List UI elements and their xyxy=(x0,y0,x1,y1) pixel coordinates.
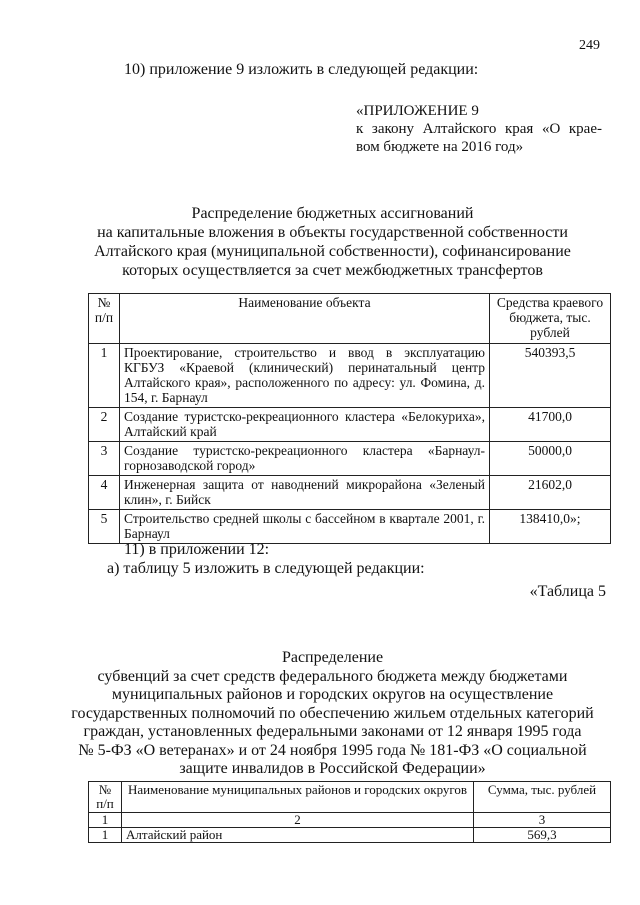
table-row xyxy=(89,828,611,843)
capital-investments-table xyxy=(88,293,611,544)
budget-amount: 50000,0 xyxy=(490,442,611,476)
table2-title-line: защите инвалидов в Российской Федерации» xyxy=(179,760,486,777)
table-header-row xyxy=(89,294,611,344)
object-name: Создание туристско-рекреационного кластера «Белокуриха», Алтайский край xyxy=(120,408,490,442)
row-number: 4 xyxy=(89,476,120,510)
table2-title-line: государственных полномочий по обеспечению жильем отдельных категорий xyxy=(71,704,594,722)
table-header-row xyxy=(89,782,611,813)
table1-title-line: Алтайского края (муниципальной собственности), софинансирование xyxy=(94,243,571,260)
table-row xyxy=(89,510,611,544)
table1-title-line: которых осуществляется за счет межбюджетных трансфертов xyxy=(122,262,543,279)
col-header-number: № п/п xyxy=(89,294,120,344)
row-number: 5 xyxy=(89,510,120,544)
col-header-number: № п/п xyxy=(89,782,122,813)
table-row xyxy=(89,476,611,510)
column-number-row xyxy=(89,813,611,828)
table1-title-line: на капитальные вложения в объекты государственной собственности xyxy=(97,224,568,241)
item-11-text: 11) в приложении 12: xyxy=(124,541,270,558)
appendix-line-1: «ПРИЛОЖЕНИЕ 9 xyxy=(356,103,479,119)
item-11a-text: а) таблицу 5 изложить в следующей редакции: xyxy=(107,560,425,577)
subventions-table xyxy=(88,781,611,843)
district-name: Алтайский район xyxy=(122,828,474,843)
budget-amount: 138410,0»; xyxy=(490,510,611,544)
table2-title xyxy=(70,649,595,779)
table2-title-line: муниципальных районов и городских округов на осуществление xyxy=(111,686,554,703)
appendix-heading xyxy=(356,102,602,156)
table2-title-line: № 5-ФЗ «О ветеранах» и от 24 ноября 1995 года № 181-ФЗ «О социальной xyxy=(78,741,587,759)
col-header-budget-funds: Средства краевого бюджета, тыс. рублей xyxy=(490,294,611,344)
row-number: 2 xyxy=(89,408,120,442)
budget-amount: 540393,5 xyxy=(490,344,611,408)
object-name: Создание туристско-рекреационного кластера «Барнаул-горнозаводской город» xyxy=(120,442,490,476)
table-5-label: «Таблица 5 xyxy=(529,583,606,600)
col-header-amount: Сумма, тыс. рублей xyxy=(474,782,611,813)
col-header-district-name: Наименование муниципальных районов и городских округов xyxy=(122,782,474,813)
page-number: 249 xyxy=(579,38,600,53)
table1-title xyxy=(70,204,595,280)
appendix-line-2: к закону Алтайского края «О крае- xyxy=(356,121,602,137)
appendix-line-3: вом бюджете на 2016 год» xyxy=(356,139,524,155)
budget-amount: 21602,0 xyxy=(490,476,611,510)
row-number: 3 xyxy=(89,442,120,476)
row-number: 1 xyxy=(89,828,122,843)
object-name: Строительство средней школы с бассейном в квартале 2001, г. Барнаул xyxy=(120,510,490,544)
row-number: 1 xyxy=(89,344,120,408)
column-number: 1 xyxy=(89,813,122,828)
table-row xyxy=(89,442,611,476)
object-name: Инженерная защита от наводнений микрорайона «Зеленый клин», г. Бийск xyxy=(120,476,490,510)
table2-title-line: граждан, установленных федеральными законами от 12 января 1995 года xyxy=(83,723,582,740)
column-number: 2 xyxy=(122,813,474,828)
table-row xyxy=(89,344,611,408)
subvention-amount: 569,3 xyxy=(474,828,611,843)
table2-title-line: субвенций за счет средств федерального бюджета между бюджетами xyxy=(97,667,568,685)
table2-title-line: Распределение xyxy=(281,649,384,666)
col-header-object-name: Наименование объекта xyxy=(120,294,490,344)
table-row xyxy=(89,408,611,442)
table1-title-line: Распределение бюджетных ассигнований xyxy=(191,205,474,222)
object-name: Проектирование, строительство и ввод в эксплуатацию КГБУЗ «Краевой (клинический) перинатальный центр Алтайского края», расположенного по адресу: ул. Фомина, д. 154, г. Барнаул xyxy=(120,344,490,408)
column-number: 3 xyxy=(474,813,611,828)
budget-amount: 41700,0 xyxy=(490,408,611,442)
item-10-text: 10) приложение 9 изложить в следующей редакции: xyxy=(124,61,479,78)
